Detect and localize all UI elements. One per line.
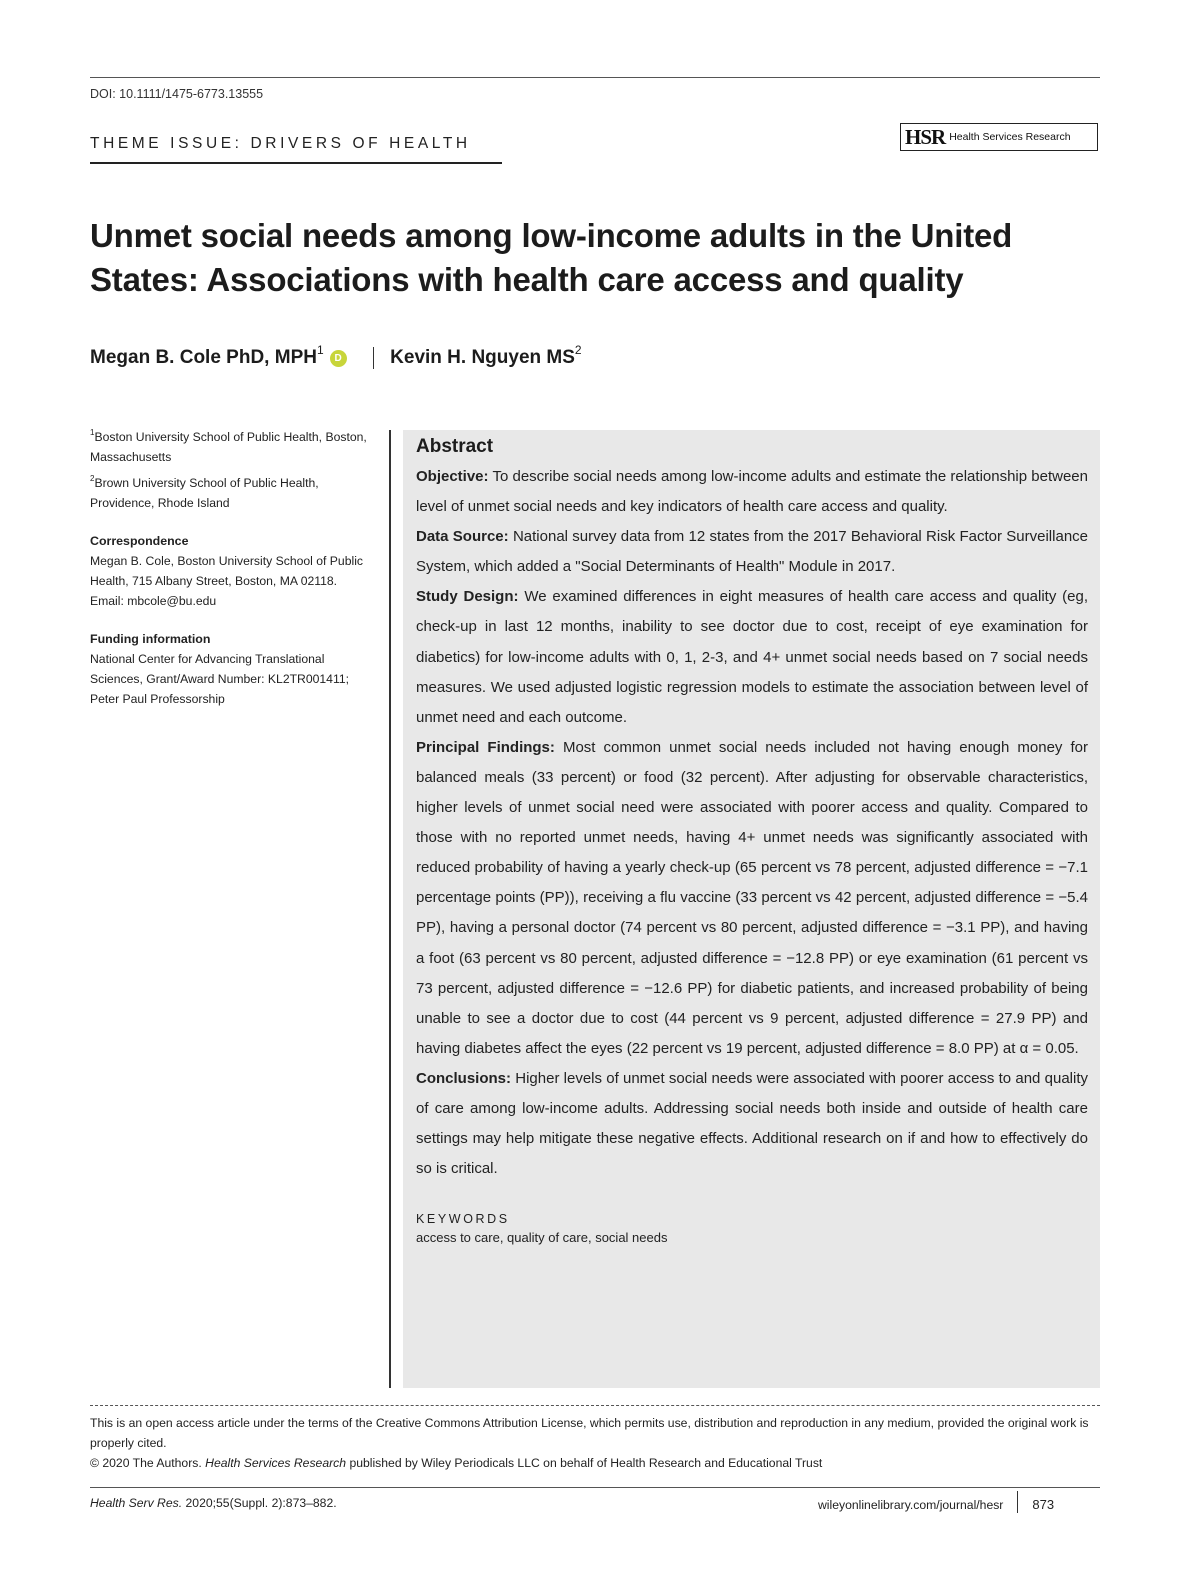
abstract-data-source [416,522,1088,582]
affiliations [90,427,375,513]
funding-heading: Funding information [90,632,211,646]
keywords-heading: KEYWORDS [416,1212,510,1227]
journal-logo-text: Health Services Research [949,131,1071,143]
abstract-box [403,430,1100,1388]
citation-details: 2020;55(Suppl. 2):873–882. [185,1496,337,1510]
footer-right [818,1496,1054,1513]
header-top-rule [90,77,1100,78]
theme-underline [90,162,502,164]
abstract-objective [416,462,1088,522]
affiliation-number: 1 [90,427,95,437]
correspondence-email[interactable]: Email: mbcole@bu.edu [90,594,217,608]
section-text: Most common unmet social needs included not having enough money for balanced meals (33 percent) or food (32 percent). After adjusting for observable characteristics, higher levels of unmet social need were associated with poorer access and quality. Compared to those with no reported unmet needs, having 4+ unmet needs was significantly associated with reduced probability of having a yearly check-up (65 percent vs 78 percent, adjusted difference = −7.1 percentage points (PP)), receiving a flu vaccine (33 percent vs 42 percent, adjusted difference = −5.4 PP), having a personal doctor (74 percent vs 80 percent, adjusted difference = −3.1 PP), and having a foot (63 percent vs 80 percent, adjusted difference = −12.8 PP) or eye examination (61 percent vs 73 percent, adjusted difference = −12.6 PP) for diabetic patients, and increased probability of being unable to see a doctor due to cost (44 percent vs 9 percent, adjusted difference = 27.9 PP) and having diabetes affect the eyes (22 percent vs 19 percent, adjusted difference = 8.0 PP) at α = 0.05. [416,738,1088,1057]
correspondence [90,531,375,611]
copyright-suffix: published by Wiley Periodicals LLC on behalf of Health Research and Educational Trust [349,1456,823,1470]
section-text: To describe social needs among low-income adults and estimate the relationship between level of unmet social needs and key indicators of health care access and quality. [416,468,1088,516]
journal-url-link[interactable]: wileyonlinelibrary.com/journal/hesr [818,1497,1004,1512]
affiliation-item [90,473,375,513]
journal-logo[interactable] [900,123,1098,151]
author-name[interactable]: Megan B. Cole PhD, MPH [90,347,317,368]
section-label: Objective: [416,468,489,485]
correspondence-text: Megan B. Cole, Boston University School of Public Health, 715 Albany Street, Boston, MA 02118. [90,554,363,588]
abstract-principal-findings [416,733,1088,1064]
section-label: Principal Findings: [416,738,555,756]
copyright-journal: Health Services Research [205,1456,347,1470]
affiliation-text: Brown University School of Public Health, Providence, Rhode Island [90,476,319,510]
abstract-conclusions [416,1064,1088,1184]
journal-logo-mark: HSR [905,124,946,149]
correspondence-heading: Correspondence [90,534,189,548]
page-number: 873 [1032,1497,1055,1512]
orcid-icon[interactable]: D [330,350,347,367]
section-label: Study Design: [416,588,519,606]
author-affiliation-sup: 1 [316,343,324,357]
section-text: We examined differences in eight measures of health care access and quality (eg, check-up in last 12 months, inability to see doctor due to cost, receipt of eye examination for diabetics) for low-income adults with 0, 1, 2-3, and 4+ unmet social needs based on 7 social needs measures. We used adjusted logistic regression models to estimate the association between level of unmet need and each outcome. [416,588,1089,726]
section-text: National survey data from 12 states from the 2017 Behavioral Risk Factor Surveillance System, which added a "Social Determinants of Health" Module in 2017. [416,528,1089,576]
author-separator [373,347,375,369]
footer-rule [90,1487,1100,1488]
column-divider [389,430,391,1388]
author-affiliation-sup: 2 [574,343,582,357]
journal-abbrev: Health Serv Res. [90,1496,183,1510]
section-label: Data Source: [416,528,509,546]
doi-link[interactable]: DOI: 10.1111/1475-6773.13555 [90,87,264,101]
affiliation-text: Boston University School of Public Health, Boston, Massachusetts [90,430,367,464]
license-text: This is an open access article under the terms of the Creative Commons Attribution License, which permits use, distribution and reproduction in any medium, provided the original work is properly cited. [90,1416,1089,1450]
affiliation-item [90,427,375,467]
license-divider [90,1405,1100,1406]
footer-citation [90,1496,337,1510]
affiliation-number: 2 [90,473,95,483]
copyright-line [90,1453,1100,1473]
abstract-heading: Abstract [416,436,494,457]
author-line [90,343,582,369]
section-label: Conclusions: [416,1069,512,1087]
section-text: Higher levels of unmet social needs were associated with poorer access to and quality of care among low-income adults. Addressing social needs both inside and outside of health care settings may help mitigate these negative effects. Additional research on if and how to effectively do so is critical. [416,1069,1088,1178]
footer-separator [1017,1491,1018,1513]
copyright-prefix: © 2020 The Authors. [90,1456,202,1470]
keywords-list: access to care, quality of care, social needs [416,1230,668,1246]
abstract-study-design [416,582,1088,732]
author-name[interactable]: Kevin H. Nguyen MS [390,347,575,368]
funding-text: National Center for Advancing Translational Sciences, Grant/Award Number: KL2TR001411; Peter Paul Professorship [90,652,350,706]
article-sidebar [90,427,375,719]
theme-issue-label: THEME ISSUE: DRIVERS OF HEALTH [90,135,471,152]
license-notice [90,1413,1100,1473]
article-title: Unmet social needs among low-income adults in the United States: Associations with health care access and quality [90,217,1013,298]
funding [90,629,375,709]
